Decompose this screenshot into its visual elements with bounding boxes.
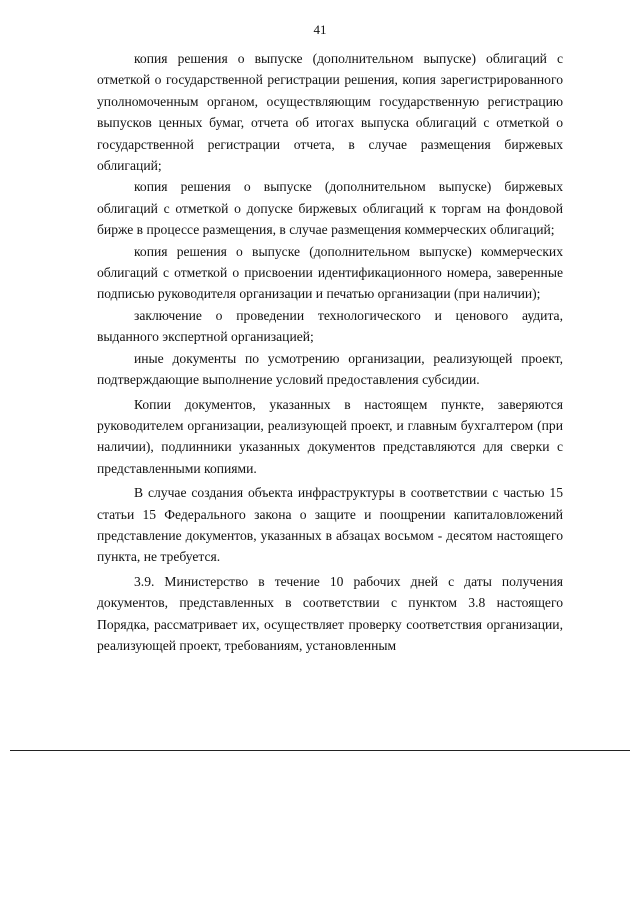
paragraph-copies-certification: Копии документов, указанных в настоящем пункте, заверяются руководителем организации, реализующей проект, и главным бухгалтером (при наличии), подлинники указанных документов представляются для сверки с представленными копиями. (97, 396, 563, 476)
paragraph-audit-conclusion: заключение о проведении технологического и ценового аудита, выданного экспертной организацией; (97, 307, 563, 345)
document-body (97, 48, 563, 656)
page-bottom-divider (10, 750, 630, 751)
paragraph-bond-decision-copy: копия решения о выпуске (дополнительном выпуске) облигаций с отметкой о государственной регистрации решения, копия зарегистрированного уполномоченным органом, осуществляющим государственную регистрацию выпусков ценных бумаг, отчета об итогах выпуска облигаций с отметкой о государственной регистрации отчета, в случае размещения биржевых облигаций; (97, 51, 563, 174)
page-number: 41 (313, 22, 327, 37)
paragraph-other-documents: иные документы по усмотрению организации, реализующей проект, подтверждающие выполнение условий предоставления субсидии. (97, 350, 563, 388)
paragraph-commercial-bonds-copy: копия решения о выпуске (дополнительном выпуске) коммерческих облигаций с отметкой о присвоении идентификационного номера, заверенные подписью руководителя организации и печатью организации (при наличии); (97, 243, 563, 302)
paragraph-3-9-ministry-review: 3.9. Министерство в течение 10 рабочих дней с даты получения документов, представленных в соответствии с пунктом 3.8 настоящего Порядка, рассматривает их, осуществляет проверку соответствия организации, реализующей проект, требованиям, установленным (97, 573, 563, 653)
paragraph-infrastructure-exception: В случае создания объекта инфраструктуры в соответствии с частью 15 статьи 15 Федерального закона о защите и поощрении капиталовложений представление документов, указанных в абзацах восьмом - десятом настоящего пункта, не требуется. (97, 485, 563, 565)
paragraph-exchange-bonds-copy: копия решения о выпуске (дополнительном выпуске) биржевых облигаций с отметкой о допуске биржевых облигаций к торгам на фондовой бирже в процессе размещения, в случае размещения коммерческих облигаций; (97, 179, 563, 238)
